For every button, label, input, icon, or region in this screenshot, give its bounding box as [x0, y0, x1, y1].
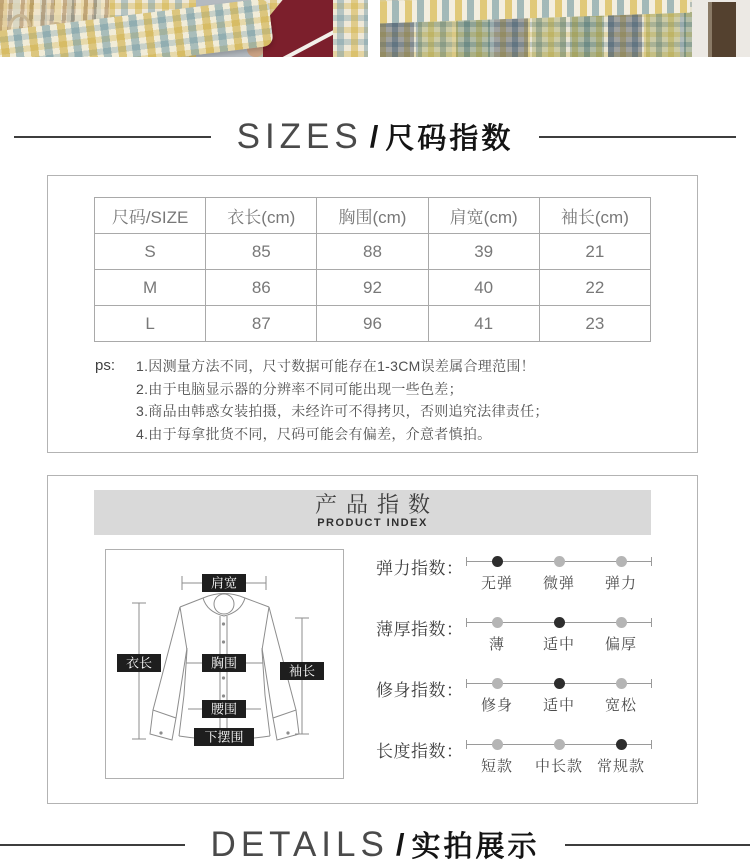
- product-photo-strip: [0, 0, 750, 57]
- cell-shoulder: 39: [428, 234, 539, 270]
- size-chart-box: [47, 175, 698, 453]
- cell-length: 87: [206, 306, 317, 342]
- heading-line-left: [0, 844, 185, 846]
- cell-chest: 96: [317, 306, 428, 342]
- heading-line-left: [14, 136, 211, 138]
- red-garment: [263, 0, 333, 57]
- shirt-diagram: [106, 550, 343, 778]
- garment-length-label: 衣长: [125, 655, 153, 671]
- index-ratings: [376, 553, 666, 797]
- col-header-shoulder: 肩宽(cm): [428, 198, 539, 234]
- product-index-title-en: PRODUCT INDEX: [317, 517, 428, 529]
- cell-chest: 88: [317, 234, 428, 270]
- scale-option: [466, 675, 528, 715]
- ps-label: ps:: [95, 357, 116, 374]
- length-index-row: [376, 736, 666, 776]
- photo-gap: [368, 0, 380, 57]
- waist-label: 腰围: [210, 701, 238, 717]
- product-photo-right: [380, 0, 750, 57]
- scale-dot: [554, 678, 565, 689]
- elasticity-scale: [466, 553, 652, 593]
- scale-option-label: 宽松: [604, 697, 637, 714]
- elasticity-index-label: 弹力指数：: [376, 559, 464, 578]
- scale-option-label: 无弹: [480, 575, 513, 592]
- product-index-content: [48, 535, 697, 781]
- cell-chest: 92: [317, 270, 428, 306]
- scale-dot: [616, 739, 627, 750]
- scale-option-label: 弹力: [604, 575, 637, 592]
- shoulder-width-label: 肩宽: [210, 575, 238, 591]
- cell-length: 86: [206, 270, 317, 306]
- ps-notes-list: [136, 355, 549, 445]
- sizes-heading-zh: 尺码指数: [385, 123, 514, 155]
- note-line-1: 1.因测量方法不同，尺寸数据可能存在1-3CM误差属合理范围！: [136, 358, 535, 374]
- scale-dot: [616, 617, 627, 628]
- col-header-chest: 胸围(cm): [317, 198, 428, 234]
- ps-notes: [95, 355, 697, 445]
- measurement-diagram-box: [105, 549, 344, 779]
- heading-line-right: [539, 136, 736, 138]
- scale-option: [590, 553, 652, 593]
- details-section-heading: [0, 824, 750, 865]
- scale-dot: [492, 617, 503, 628]
- cell-size: L: [95, 306, 206, 342]
- scale-dot: [554, 739, 565, 750]
- scale-option: [466, 614, 528, 654]
- size-table-header-row: [95, 198, 651, 234]
- scale-option-label: 适中: [542, 636, 575, 653]
- scale-option: [528, 553, 590, 593]
- product-photo-left: [0, 0, 368, 57]
- scale-dot: [554, 617, 565, 628]
- scale-option-label: 薄: [488, 636, 505, 653]
- note-line-4: 4.由于每拿批货不同，尺码可能会有偏差，介意者慎拍。: [136, 425, 492, 442]
- scale-dot: [616, 556, 627, 567]
- thickness-index-row: [376, 614, 666, 654]
- length-scale: [466, 736, 652, 776]
- fit-scale: [466, 675, 652, 715]
- scale-dot: [492, 739, 503, 750]
- scale-option: [590, 614, 652, 654]
- scale-option: [528, 736, 590, 776]
- details-heading-slash: /: [395, 826, 405, 862]
- thickness-scale: [466, 614, 652, 654]
- chest-label: 胸围: [210, 655, 238, 671]
- scale-option-label: 微弹: [542, 575, 575, 592]
- scale-dot: [554, 556, 565, 567]
- length-index-label: 长度指数：: [376, 742, 464, 761]
- heading-line-right: [565, 844, 750, 846]
- scale-option: [466, 553, 528, 593]
- sleeve-length-label: 袖长: [288, 663, 316, 679]
- scale-option: [528, 675, 590, 715]
- col-header-size: 尺码/SIZE: [95, 198, 206, 234]
- scale-dot: [492, 556, 503, 567]
- doorway: [708, 2, 736, 57]
- sizes-heading-en: SIZES: [236, 116, 363, 156]
- size-table: [94, 197, 651, 342]
- sizes-section-heading: [0, 116, 750, 157]
- cell-size: M: [95, 270, 206, 306]
- details-heading-text: [211, 824, 540, 865]
- scale-option: [466, 736, 528, 776]
- scale-option: [590, 736, 652, 776]
- cell-sleeve: 21: [539, 234, 650, 270]
- scale-option-label: 适中: [542, 697, 575, 714]
- details-heading-en: DETAILS: [210, 824, 389, 864]
- scale-option: [590, 675, 652, 715]
- thickness-index-label: 薄厚指数：: [376, 620, 464, 639]
- details-heading-zh: 实拍展示: [411, 831, 540, 863]
- scale-option-label: 常规款: [596, 758, 645, 775]
- product-index-title-zh: 产品指数: [314, 492, 439, 517]
- cell-length: 85: [206, 234, 317, 270]
- cell-shoulder: 41: [428, 306, 539, 342]
- cell-size: S: [95, 234, 206, 270]
- background-wall: [692, 0, 750, 57]
- size-row-s: [95, 234, 651, 270]
- col-header-sleeve: 袖长(cm): [539, 198, 650, 234]
- scale-option-label: 偏厚: [604, 636, 637, 653]
- size-row-m: [95, 270, 651, 306]
- sizes-heading-slash: /: [369, 118, 379, 154]
- scale-option: [528, 614, 590, 654]
- sizes-heading-text: [237, 116, 514, 157]
- elasticity-index-row: [376, 553, 666, 593]
- product-index-box: [47, 475, 698, 804]
- scale-option-label: 短款: [480, 758, 513, 775]
- cell-sleeve: 23: [539, 306, 650, 342]
- scale-dot: [492, 678, 503, 689]
- scale-dot: [616, 678, 627, 689]
- cell-shoulder: 40: [428, 270, 539, 306]
- product-index-banner: [94, 490, 651, 535]
- note-line-3: 3.商品由韩惑女装拍摄，未经许可不得拷贝，否则追究法律责任；: [136, 403, 549, 419]
- size-row-l: [95, 306, 651, 342]
- fit-index-row: [376, 675, 666, 715]
- scale-option-label: 中长款: [534, 758, 583, 775]
- fit-index-label: 修身指数：: [376, 681, 464, 700]
- col-header-length: 衣长(cm): [206, 198, 317, 234]
- cell-sleeve: 22: [539, 270, 650, 306]
- scale-option-label: 修身: [480, 697, 513, 714]
- hem-label: 下摆围: [204, 729, 244, 745]
- note-line-2: 2.由于电脑显示器的分辨率不同可能出现一些色差；: [136, 380, 463, 397]
